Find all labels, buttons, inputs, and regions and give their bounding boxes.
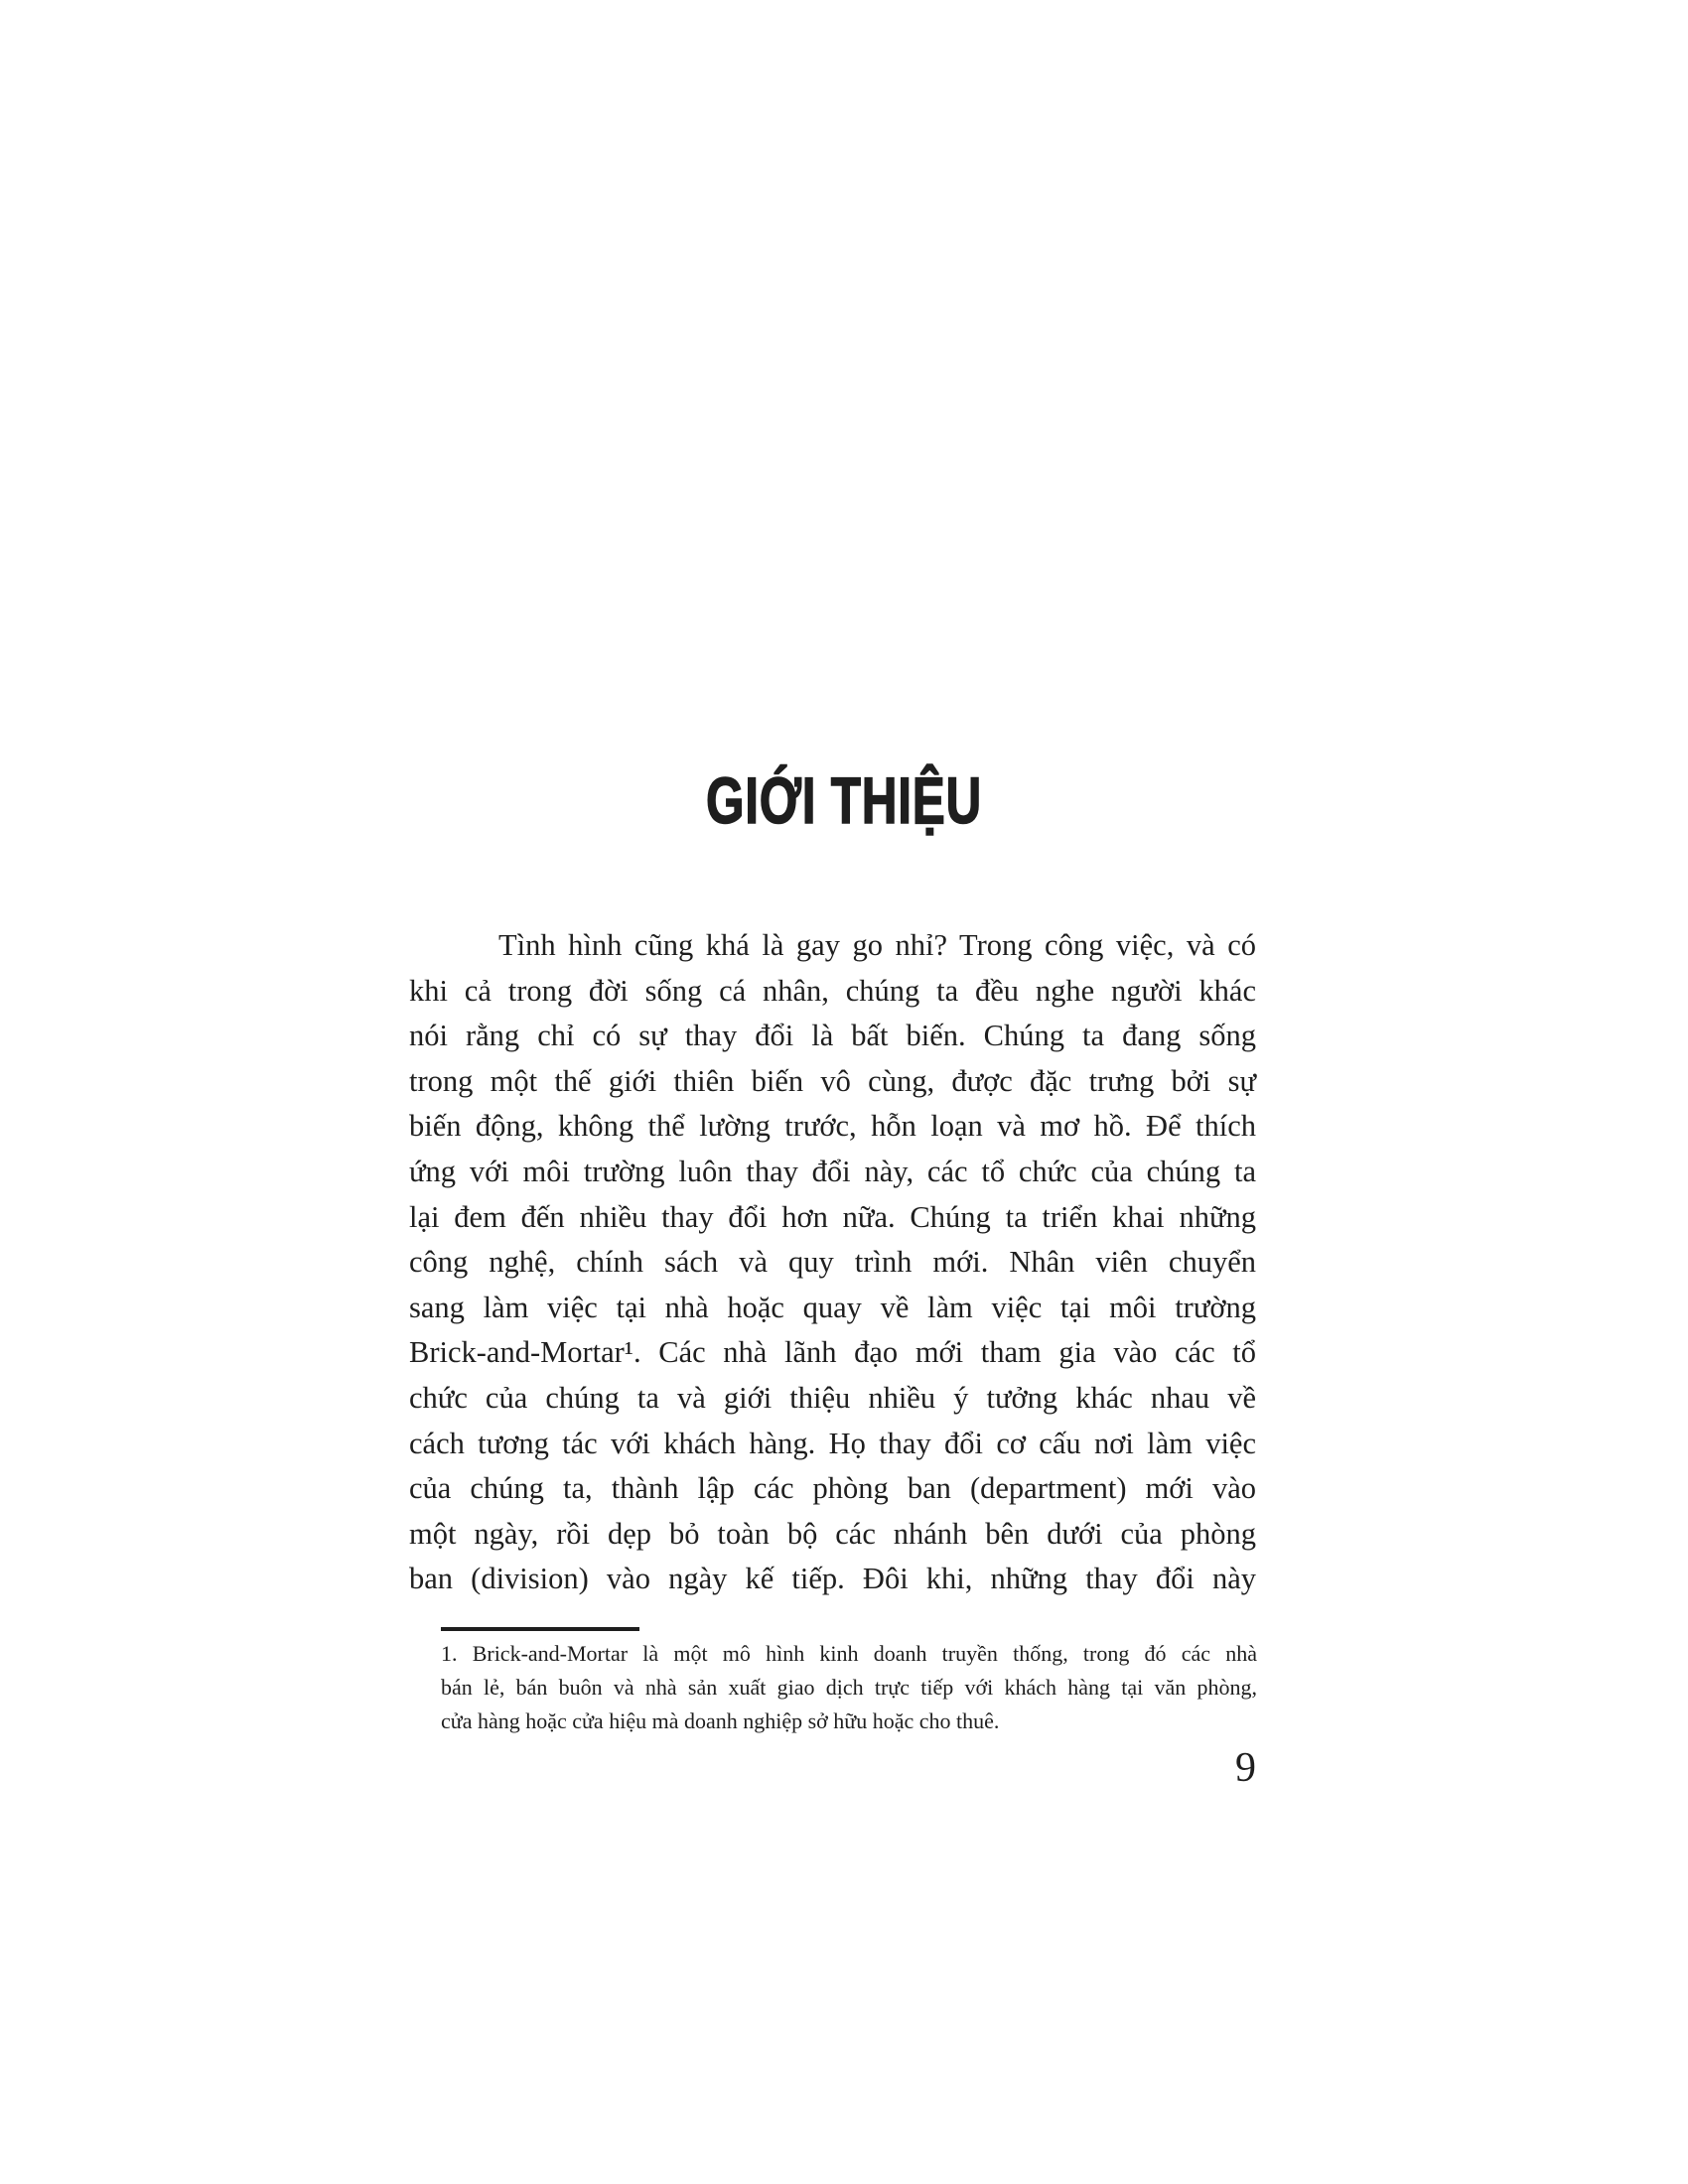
body-line: nói rằng chỉ có sự thay đổi là bất biến. Chúng ta đang sống bbox=[409, 1019, 1256, 1053]
chapter-title: GIỚI THIỆU bbox=[706, 763, 982, 837]
footnote-separator bbox=[441, 1627, 639, 1631]
body-line: sang làm việc tại nhà hoặc quay về làm việc tại môi trường bbox=[409, 1290, 1256, 1324]
body-line: ứng với môi trường luôn thay đổi này, các tổ chức của chúng ta bbox=[409, 1154, 1256, 1188]
body-line: Tình hình cũng khá là gay go nhỉ? Trong công việc, và có bbox=[498, 928, 1256, 962]
body-line: cách tương tác với khách hàng. Họ thay đổi cơ cấu nơi làm việc bbox=[409, 1426, 1256, 1460]
body-line: trong một thế giới thiên biến vô cùng, được đặc trưng bởi sự bbox=[409, 1063, 1256, 1098]
body-line: biến động, không thể lường trước, hỗn loạn và mơ hồ. Để thích bbox=[409, 1109, 1256, 1144]
footnote-line: 1. Brick-and-Mortar là một mô hình kinh doanh truyền thống, trong đó các nhà bbox=[441, 1641, 1257, 1666]
body-paragraph bbox=[409, 923, 1256, 1602]
page-number: 9 bbox=[1235, 1745, 1256, 1791]
body-line: lại đem đến nhiều thay đổi hơn nữa. Chúng ta triển khai những bbox=[409, 1199, 1256, 1234]
body-line: công nghệ, chính sách và quy trình mới. Nhân viên chuyển bbox=[409, 1245, 1256, 1280]
body-line: Brick-and-Mortar¹. Các nhà lãnh đạo mới tham gia vào các tổ bbox=[409, 1335, 1256, 1370]
footnote bbox=[441, 1637, 1257, 1738]
footnote-line: cửa hàng hoặc cửa hiệu mà doanh nghiệp sở hữu hoặc cho thuê. bbox=[441, 1708, 1000, 1733]
body-line: chức của chúng ta và giới thiệu nhiều ý tưởng khác nhau về bbox=[409, 1380, 1256, 1415]
footnote-line: bán lẻ, bán buôn và nhà sản xuất giao dịch trực tiếp với khách hàng tại văn phòng, bbox=[441, 1675, 1257, 1700]
body-line: ban (division) vào ngày kế tiếp. Đôi khi, những thay đổi này bbox=[409, 1562, 1256, 1596]
body-line: của chúng ta, thành lập các phòng ban (department) mới vào bbox=[409, 1471, 1256, 1506]
body-line: khi cả trong đời sống cá nhân, chúng ta đều nghe người khác bbox=[409, 973, 1256, 1008]
body-line: một ngày, rồi dẹp bỏ toàn bộ các nhánh bên dưới của phòng bbox=[409, 1516, 1256, 1551]
